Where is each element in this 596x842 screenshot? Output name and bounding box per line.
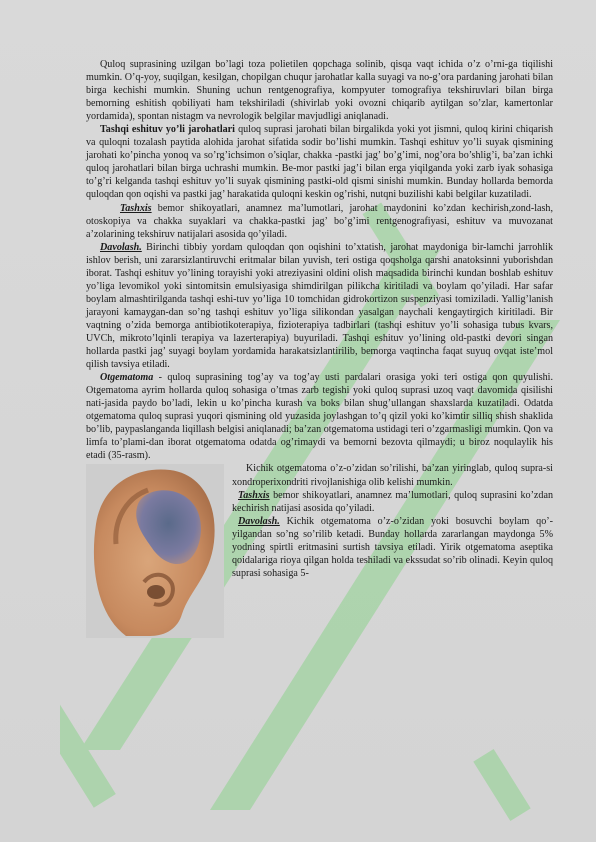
paragraph-5: Otgematoma - quloq suprasining tog’ay va tog’ay usti pardalari orasiga yoki teri ostiga qon quyulishi. Otgematoma ayrim hollarda quloq sohasiga o’tmas zarb tegishi yoki quloq suprasi uzoq vaqt davomida qisilishi nati-jasida paydo bo’ladi, lekin u ko’pincha kurash va boks bilan shug’ullangan shaxslarda kuzatiladi. Odatda otgematoma quloq suprasi yuqori qismining old yuzasida joylashgan to’q qizil yoki ko’kimtir silliq shish shaklida bo’lib, paypaslanganda liqillash belgisi aniqlanadi; ba’zan otgematoma ustidagi teri o’zgarmasligi mumkin. Qon va limfa to’plami-dan iborat otgematoma odatda og’rimaydi va bemorni bezovta qilmaydi; u biroz noqulaylik his etadi (35-rasm). bbox=[86, 372, 553, 462]
paragraph-6: Kichik otgematoma o’z-o’zidan so’rilishi, ba’zan yiringlab, quloq supra-si xondroperixondriti rivojlanishiga olib kelishi mumkin. bbox=[232, 463, 553, 488]
term-otohematoma: Otgematoma bbox=[100, 372, 154, 384]
figure-block bbox=[86, 462, 553, 638]
paragraph-4: Davolash. Birinchi tibbiy yordam quloqdan qon oqishini to’xtatish, jarohat maydoniga bir-lamchi jarrohlik ishlov berish, uni zararsizlantiruvchi eritmalar bilan yuvish, teri ostiga qoqsholga qarshi anatoksinni yuborishdan iborat. Tashqi eshituv yo’lining torayishi yoki atreziyasini oldini olish maqsadida birinchi kundan boshlab eshituv yo’liga levomikol yoki sintomitsin emulsiyasiga shimdirilgan pilikcha kiritiladi va boylam qo’yiladi. Har safar boylam almashtirilganda tashqi eshi-tuv yo’liga 10 tomchidan gidrokortizon suspenziyasi tomiziladi. Yallig’lanish jarayoni kamaygan-dan so’ng tashqi eshituv yo’liga silikondan yasalgan naychali kengaytirgich kiritiladi. Bir vaqtning o’zida bemorga antibiotikoterapiya, fizioterapiya tadbirlari (tashqi eshituv yo’li sohasiga tubus kvars, UVCh, mikroto’lqinli terapiya va lazerterapiya) buyuriladi. Tashqi eshituv yo’lining old-pastki devori singan hollarda pastki jag’ suyagi boylam yordamida harakatsizlantirilib, bemorga vaqtincha faqat suyuq ovqat iste’mol qilish tavsiya etiladi. bbox=[86, 241, 553, 371]
paragraph-1: Quloq suprasining uzilgan bo’lagi toza polietilen qopchaga solinib, qisqa vaqt ichida o’z o’rni-ga tiqilishi mumkin. O’q-yoy, suqilgan, kesilgan, chopilgan chuqur jarohatlar kalla suyagi va no-g’ora pardaning jarohati bilan birga kechishi mumkin. Shuning uchun rentgenografiya, kompyuter tomografiya tekshiruvlari bilan birga bemorning eshitish qobiliyati ham tekshiriladi (shivirlab yoki ovozni chiqarib aytilgan so’zlar, kamertonlar yordamida), spontan nistagm va nevrologik belgilar mavjudligi aniqlanadi. bbox=[86, 59, 553, 123]
paragraph-7: Tashxis bemor shikoyatlari, anamnez ma’lumotlari, quloq suprasini ko’zdan kechirish natijasi asosida qo’yiladi. bbox=[232, 489, 553, 514]
paragraph-8: Davolash. Kichik otgematoma o’z-o’zidan yoki bosuvchi boylam qo’-yilgandan so’ng so’rilib ketadi. Bunday hollarda zararlangan maydonga 5% yodning spirtli eritmasini surtish tavsiya etiladi. Yirik otgematoma aseptika qoidalariga rioya qilgan holda teshiladi va ekssudat so’rib olinadi. Keyin quloq suprasi sohasiga 5- bbox=[232, 515, 553, 579]
term-diagnosis: Tashxis bbox=[120, 202, 152, 214]
ear-figure bbox=[86, 464, 224, 638]
paragraph-3: Tashxis bemor shikoyatlari, anamnez ma’lumotlari, jarohat maydonini ko’zdan kechirish,zond-lash, otoskopiya va chakka suyaklari va chakka-pastki jag’ bo’g’imi rentgenografiyasi, eshituv va muvozanat a’zolarining tekshiruv natijalari asosida qo’yiladi. bbox=[86, 202, 553, 240]
term-diagnosis-2: Tashxis bbox=[238, 489, 270, 501]
paragraph-2: Tashqi eshituv yo’li jarohatlari quloq suprasi jarohati bilan birgalikda yoki yot jismni, quloq kirini chiqarish va quloqni tozalash paytida alohida jarohat sifatida sodir bo’lishi mumkin. Tashqi eshituv yo’li suyak qismining jarohati ko’pincha yonoq va so’rg’ichsimon o’siqlar, chakka -pastki jag’ bo’g’imi, nog’ora bo’shlig’i, ba’zan ichki quloq jarohatlari bilan birga uchrashi mumkin. Be-mor pastki jag’i bilan erga yiqilganda yoki zarb iyak sohasiga to’g’ri kelganda tashqi eshituv yo’li suyak qismining pastki-old qismi sinishi mumkin. Bunday hollarda bemorda quloqdan qon oqishi va pastki jag’ harakatida quloqni keskin og’rishi, nutqni buzilishi kabi belgilar kuzatiladi. bbox=[86, 124, 553, 201]
term-treatment: Davolash. bbox=[100, 241, 142, 253]
ear-otohematoma-icon bbox=[86, 464, 224, 638]
body-text bbox=[86, 58, 553, 638]
term-treatment-2: Davolash. bbox=[238, 515, 280, 527]
term-external-canal-injuries: Tashqi eshituv yo’li jarohatlari bbox=[100, 124, 235, 136]
